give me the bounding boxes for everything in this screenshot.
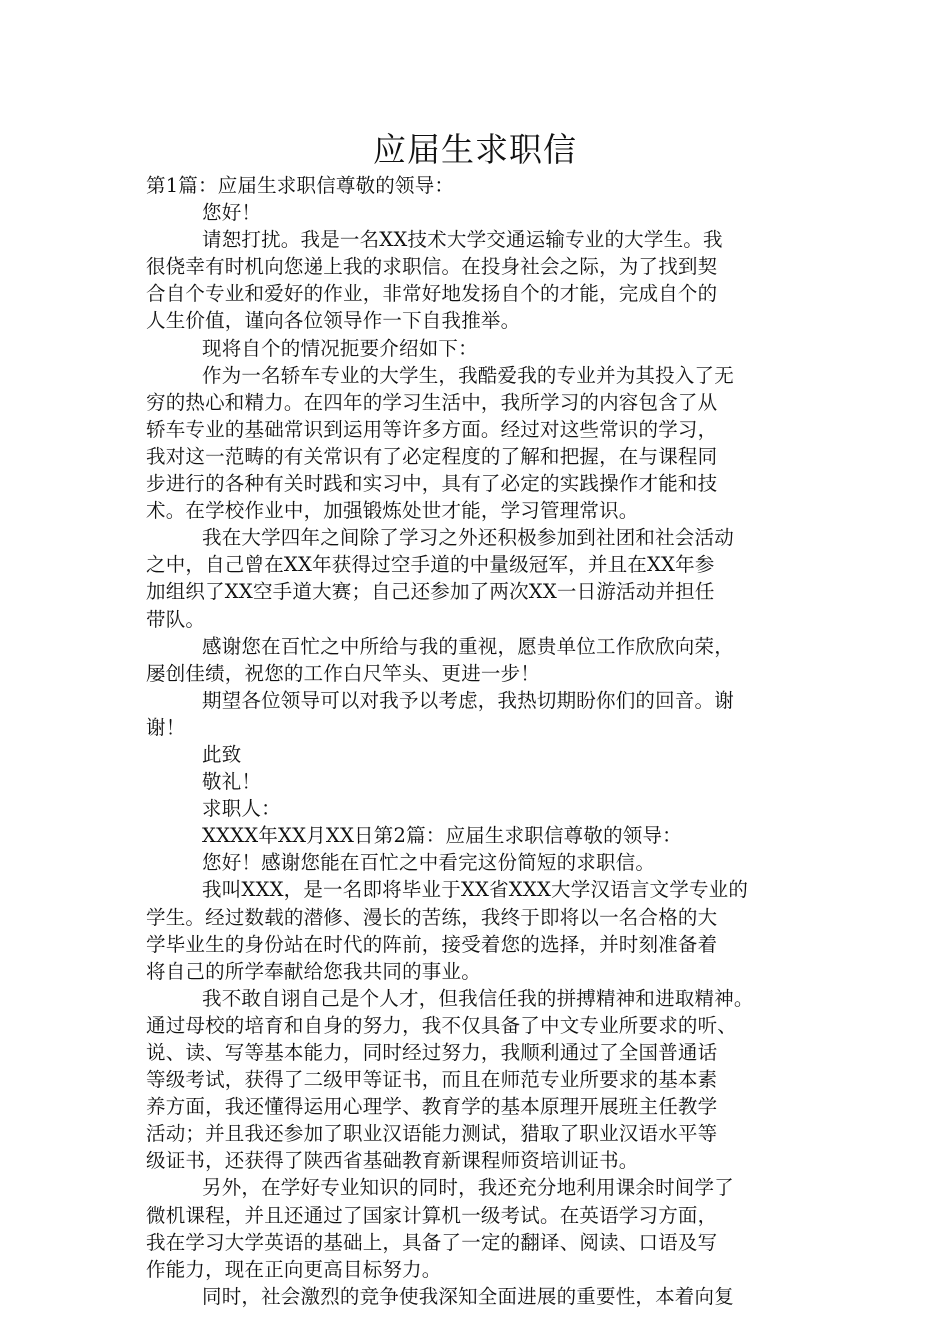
text-line: 合自个专业和爱好的作业，非常好地发扬自个的才能，完成自个的: [146, 282, 718, 306]
text-line: 作为一名轿车专业的大学生，我酷爱我的专业并为其投入了无: [202, 363, 734, 387]
text-line: 您好！: [202, 201, 262, 225]
text-line: 学毕业生的身份站在时代的阵前，接受着您的选择，并时刻准备着: [146, 932, 718, 956]
text-line: 第1篇：应届生求职信尊敬的领导：: [146, 174, 455, 197]
text-line: 微机课程，并且还通过了国家计算机一级考试。在英语学习方面，: [146, 1203, 718, 1227]
text-line: 加组织了XX空手道大赛；自己还参加了两次XX一日游活动并担任: [146, 580, 715, 604]
text-line: 敬礼！: [202, 770, 262, 794]
text-line: 通过母校的培育和自身的努力，我不仅具备了中文专业所要求的听、: [146, 1013, 738, 1037]
text-line: 此致: [202, 742, 242, 766]
text-line: 请恕打扰。我是一名XX技术大学交通运输专业的大学生。我: [202, 228, 723, 252]
text-line: 穷的热心和精力。在四年的学习生活中，我所学习的内容包含了从: [146, 390, 718, 414]
text-line: 带队。: [146, 607, 206, 631]
text-line: 同时，社会激烈的竞争使我深知全面进展的重要性，本着向复: [202, 1284, 734, 1308]
text-line: 学生。经过数载的潜修、漫长的苦练，我终于即将以一名合格的大: [146, 905, 718, 929]
text-line: 我在学习大学英语的基础上，具备了一定的翻译、阅读、口语及写: [146, 1230, 718, 1254]
text-line: 等级考试，获得了二级甲等证书，而且在师范专业所要求的基本素: [146, 1068, 718, 1092]
text-line: 期望各位领导可以对我予以考虑，我热切期盼你们的回音。谢: [202, 688, 734, 712]
text-line: 作能力，现在正向更高目标努力。: [146, 1257, 442, 1281]
text-line: 很侥幸有时机向您递上我的求职信。在投身社会之际，为了找到契: [146, 255, 718, 279]
text-line: 感谢您在百忙之中所给与我的重视，愿贵单位工作欣欣向荣，: [202, 634, 734, 658]
document-body: [146, 172, 822, 1310]
text-line: 养方面，我还懂得运用心理学、教育学的基本原理开展班主任教学: [146, 1095, 718, 1119]
text-line: 术。在学校作业中，加强锻炼处世才能，学习管理常识。: [146, 499, 639, 523]
text-line: 谢！: [146, 715, 186, 739]
text-line: 说、读、写等基本能力，同时经过努力，我顺利通过了全国普通话: [146, 1041, 718, 1064]
document-title: 应届生求职信: [373, 130, 577, 169]
text-line: 您好！感谢您能在百忙之中看完这份简短的求职信。: [202, 851, 656, 875]
text-line: 屡创佳绩，祝您的工作白尺竿头、更进一步！: [146, 661, 541, 685]
text-line: 我不敢自诩自己是个人才，但我信任我的拼搏精神和进取精神。: [202, 986, 754, 1010]
text-line: 级证书，还获得了陕西省基础教育新课程师资培训证书。: [146, 1149, 639, 1173]
text-line: 我在大学四年之间除了学习之外还积极参加到社团和社会活动: [202, 526, 734, 550]
text-line: 现将自个的情况扼要介绍如下：: [202, 336, 478, 360]
text-line: 我对这一范畴的有关常识有了必定程度的了解和把握，在与课程同: [146, 444, 718, 468]
text-line: 轿车专业的基础常识到运用等许多方面。经过对这些常识的学习，: [146, 417, 718, 441]
text-line: 求职人：: [202, 797, 281, 821]
text-line: 活动；并且我还参加了职业汉语能力测试，猎取了职业汉语水平等: [146, 1122, 718, 1146]
text-line: 我叫XXX，是一名即将毕业于XX省XXX大学汉语言文学专业的: [202, 878, 749, 902]
text-line: 人生价值，谨向各位领导作一下自我推举。: [146, 309, 521, 333]
text-line: 步进行的各种有关时践和实习中，具有了必定的实践操作才能和技: [146, 472, 718, 496]
text-line: 将自己的所学奉献给您我共同的事业。: [146, 959, 481, 983]
text-line: XXXX年XX月XX日第2篇：应届生求职信尊敬的领导：: [202, 824, 682, 848]
text-line: 之中，自己曾在XX年获得过空手道的中量级冠军，并且在XX年参: [146, 553, 715, 577]
text-line: 另外，在学好专业知识的同时，我还充分地利用课余时间学了: [202, 1176, 734, 1200]
